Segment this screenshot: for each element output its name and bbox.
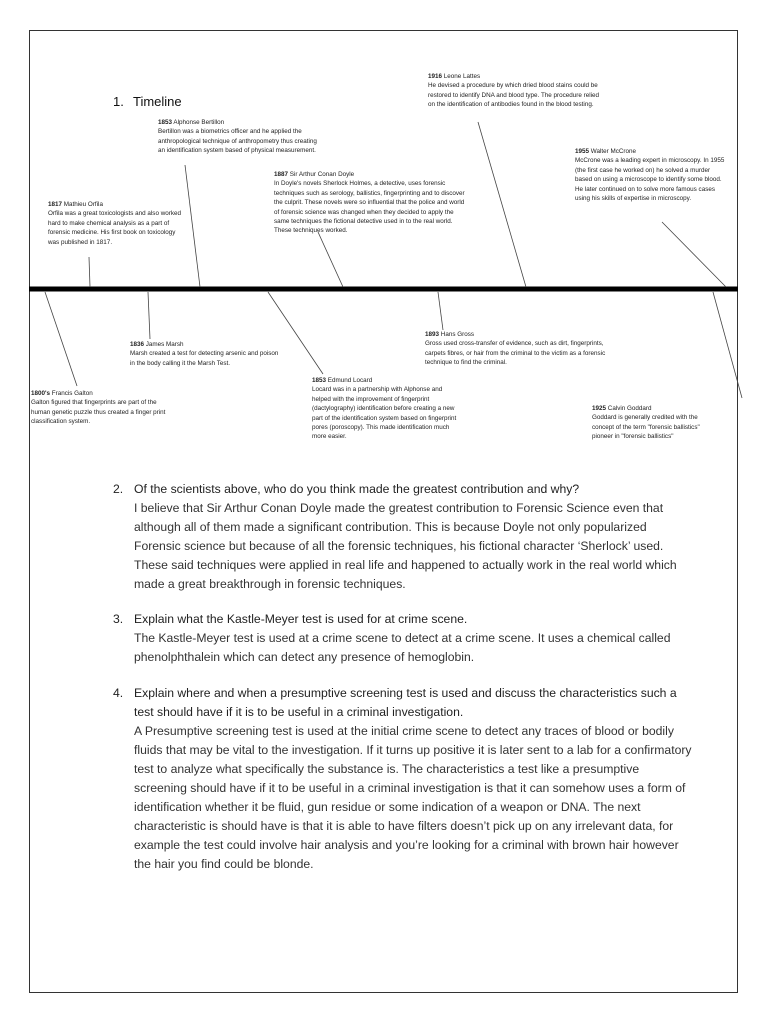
connector-mccrone bbox=[662, 222, 726, 287]
entry-name: Walter McCrone bbox=[590, 148, 637, 155]
question-text: Explain where and when a presumptive screening test is used and discuss the characteristics such a test should have if it is to be useful in a criminal investigation. bbox=[134, 686, 677, 719]
timeline-heading bbox=[113, 94, 182, 109]
entry-galton bbox=[31, 389, 167, 427]
entry-year: 1853 bbox=[312, 377, 327, 384]
entry-text: Orfila was a great toxicologists and also worked hard to make chemical analysis as a part of forensic medicine. His first book on toxicology was published in 1817. bbox=[48, 210, 181, 246]
entry-goddard bbox=[592, 404, 720, 442]
connector-marsh bbox=[148, 292, 150, 339]
entry-name: Sir Arthur Conan Doyle bbox=[289, 171, 355, 178]
entry-name: Mathieu Orfila bbox=[63, 201, 103, 208]
entry-bertillon bbox=[158, 118, 320, 156]
entry-orfila bbox=[48, 200, 184, 247]
entry-text: Locard was in a partnership with Alphonse and helped with the improvement of fingerprint (dactylography) identification before creating a new part of the identification system based on fingerprint pores (poroscopy). This made identification much more easier. bbox=[312, 386, 457, 441]
entry-text: He devised a procedure by which dried blood stains could be restored to identify DNA and blood type. The procedure relied on the identification of antibodies found in the blood testing. bbox=[428, 82, 600, 109]
entry-year: 1853 bbox=[158, 119, 173, 126]
entry-text: Bertillon was a biometrics officer and he applied the anthropological technique of anthropometry thus creating an identification system based of physical measurement. bbox=[158, 128, 317, 155]
connector-goddard bbox=[713, 292, 742, 398]
entry-name: Calvin Goddard bbox=[607, 405, 652, 412]
answer-text: I believe that Sir Arthur Conan Doyle made the greatest contribution to Forensic Science even that although all of them made a significant contribution. This is because Doyle not only popularized Forensic science but because of all the forensic techniques, his fictional character ‘Sherlock’ used. These said techniques were applied in real life and happened to actually work in the real world which made a great breakthrough in forensic techniques. bbox=[134, 501, 677, 591]
heading-number: 1. bbox=[113, 94, 124, 109]
entry-name: Leone Lattes bbox=[443, 73, 481, 80]
entry-name: Hans Gross bbox=[440, 331, 475, 338]
question-2 bbox=[113, 480, 693, 594]
entry-text: Galton figured that fingerprints are part of the human genetic puzzle thus created a finger print classification system. bbox=[31, 399, 166, 426]
entry-year: 1925 bbox=[592, 405, 607, 412]
entry-text: In Doyle's novels Sherlock Holmes, a detective, uses forensic techniques such as serology, ballistics, fingerprinting and to discover the culprit. These novels were so influential that the police and world of forensic science was changed when they decided to apply the same techniques the fictional detective used in to the real world. These techniques worked. bbox=[274, 180, 465, 235]
entry-name: Alphonse Bertillon bbox=[173, 119, 225, 126]
entry-doyle bbox=[274, 170, 470, 236]
question-3 bbox=[113, 610, 693, 667]
connector-bertillon bbox=[185, 165, 200, 287]
entry-name: James Marsh bbox=[145, 341, 184, 348]
entry-locard bbox=[312, 376, 462, 442]
entry-year: 1817 bbox=[48, 201, 63, 208]
answer-text: A Presumptive screening test is used at the initial crime scene to detect any traces of blood or bodily fluids that may be vital to the investigation. If it turns up positive it is later sent to a lab for a confirmatory test to analyze what specifically the substance is. The characteristics a test like a presumptive screening should have if it to be useful in a criminal investigation is that it can somehow uses a form of identification whether it be fluid, gun residue or some indication of a weapon or DNA. The next characteristic is should have is that it is able to have filters doesn’t pick up on any irrelevant data, for example the test could involve hair analysis and you’re looking for a criminal with brown hair however the hair you find could be blonde. bbox=[134, 724, 692, 871]
entry-marsh bbox=[130, 340, 280, 368]
entry-text: Marsh created a test for detecting arsenic and poison in the body calling it the Marsh Test. bbox=[130, 350, 279, 367]
entry-year: 1800's bbox=[31, 390, 51, 397]
entry-lattes bbox=[428, 72, 600, 110]
question-number: 2. bbox=[113, 482, 124, 496]
question-number: 4. bbox=[113, 686, 124, 700]
entry-name: Edmund Locard bbox=[327, 377, 373, 384]
heading-title: Timeline bbox=[133, 94, 182, 109]
entry-year: 1887 bbox=[274, 171, 289, 178]
connector-lattes bbox=[478, 122, 526, 287]
entry-text: McCrone was a leading expert in microscopy. In 1955 (the first case he worked on) he solved a murder based on using a microscope to identify some blood. He later continued on to solve more famous cases using his skills of expertise in microscopy. bbox=[575, 157, 725, 203]
question-number: 3. bbox=[113, 612, 124, 626]
question-4 bbox=[113, 684, 693, 874]
entry-year: 1916 bbox=[428, 73, 443, 80]
entry-year: 1955 bbox=[575, 148, 590, 155]
entry-text: Goddard is generally credited with the concept of the term "forensic ballistics" pioneer in "forensic ballistics" bbox=[592, 414, 700, 441]
entry-name: Francis Galton bbox=[51, 390, 93, 397]
connector-doyle bbox=[318, 232, 343, 287]
entry-text: Gross used cross-transfer of evidence, such as dirt, fingerprints, carpets fibres, or hair from the criminal to the victim as a forensic technique to find the criminal. bbox=[425, 340, 606, 367]
question-text: Of the scientists above, who do you think made the greatest contribution and why? bbox=[134, 482, 580, 496]
answer-text: The Kastle-Meyer test is used at a crime scene to detect at a crime scene. It uses a chemical called phenolphthalein which can detect any presence of hemoglobin. bbox=[134, 631, 671, 664]
entry-gross bbox=[425, 330, 610, 368]
entry-mccrone bbox=[575, 147, 725, 203]
connector-orfila bbox=[89, 257, 90, 287]
entry-year: 1893 bbox=[425, 331, 440, 338]
question-text: Explain what the Kastle-Meyer test is used for at crime scene. bbox=[134, 612, 468, 626]
entry-year: 1836 bbox=[130, 341, 145, 348]
connector-gross bbox=[438, 292, 443, 330]
connector-galton bbox=[45, 292, 77, 386]
